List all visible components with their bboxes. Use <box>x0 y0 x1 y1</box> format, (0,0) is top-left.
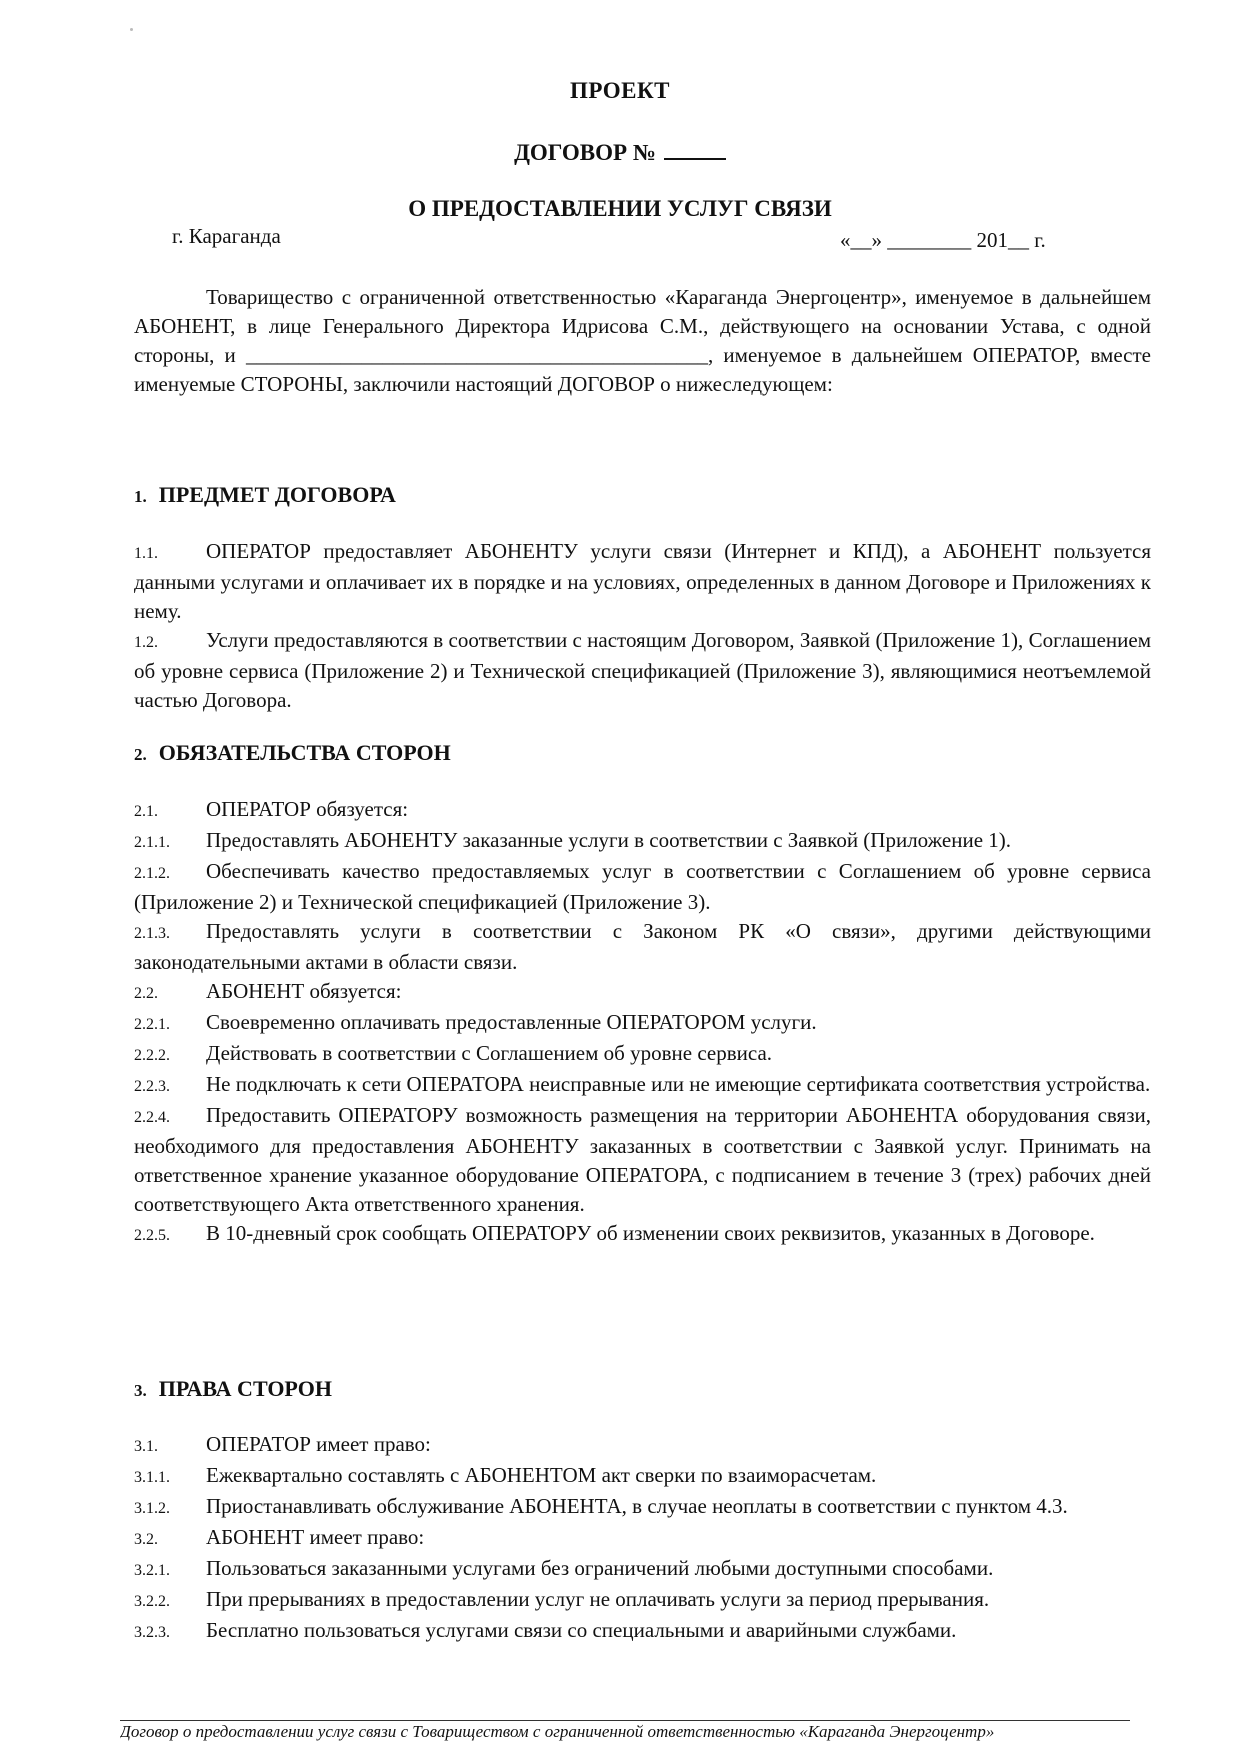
clause-1-2 <box>134 626 1151 715</box>
clause-number: 3.2.1. <box>134 1562 170 1579</box>
preamble-text: Товарищество с ограниченной ответственностью «Караганда Энергоцентр», именуемое в дальнейшем АБОНЕНТ, в лице Генерального Директора Идрисова С.М., действующего на основании Устава, с одной стороны, и ____________________________________________, именуемое в дальнейшем ОПЕРАТОР, вместе именуемые СТОРОНЫ, заключили настоящий ДОГОВОР о нижеследующем: <box>134 285 1151 396</box>
clause-3-1-2 <box>134 1492 1151 1523</box>
clause-2-1-1 <box>134 826 1151 857</box>
clause-1-1 <box>134 537 1151 626</box>
page-footer: Договор о предоставлении услуг связи с Товариществом с ограниченной ответственностью «Караганда Энергоцентр» <box>120 1722 995 1741</box>
clause-number: 1.1. <box>134 545 158 562</box>
preamble <box>134 283 1151 399</box>
clause-3-2 <box>134 1523 1151 1554</box>
section-1-title: ПРЕДМЕТ ДОГОВОРА <box>158 482 396 507</box>
clause-2-1-2 <box>134 857 1151 917</box>
clause-2-2-1 <box>134 1008 1151 1039</box>
contract-title <box>0 140 1240 166</box>
clause-2-1-3 <box>134 917 1151 977</box>
clause-number: 3.1. <box>134 1438 158 1455</box>
clause-text: Бесплатно пользоваться услугами связи со специальными и аварийными службами. <box>206 1618 957 1642</box>
clause-number: 3.2.2. <box>134 1593 170 1610</box>
clause-3-2-3 <box>134 1616 1151 1647</box>
clause-number: 2.1.2. <box>134 865 170 882</box>
clause-3-2-2 <box>134 1585 1151 1616</box>
clause-number: 2.2.1. <box>134 1016 170 1033</box>
clause-text: Не подключать к сети ОПЕРАТОРА неисправные или не имеющие сертификата соответствия устройства. <box>206 1072 1151 1096</box>
clause-text: Приостанавливать обслуживание АБОНЕНТА, в случае неоплаты в соответствии с пунктом 4.3. <box>206 1494 1068 1518</box>
city: г. Караганда <box>172 224 281 248</box>
clause-text: АБОНЕНТ имеет право: <box>206 1525 425 1549</box>
clause-2-1 <box>134 795 1151 826</box>
clause-text: Обеспечивать качество предоставляемых услуг в соответствии с Соглашением об уровне сервиса (Приложение 2) и Технической спецификацией (Приложение 3). <box>134 859 1151 914</box>
clause-number: 2.2. <box>134 985 158 1002</box>
clause-number: 3.1.2. <box>134 1500 170 1517</box>
contract-date: «__» ________ 201__ г. <box>840 228 1046 252</box>
clause-number: 3.1.1. <box>134 1469 170 1486</box>
clause-number: 3.2. <box>134 1531 158 1548</box>
clause-text: Предоставлять АБОНЕНТУ заказанные услуги в соответствии с Заявкой (Приложение 1). <box>206 828 1012 852</box>
clause-text: Ежеквартально составлять с АБОНЕНТОМ акт сверки по взаиморасчетам. <box>206 1463 877 1487</box>
clause-text: Пользоваться заказанными услугами без ограничений любыми доступными способами. <box>206 1556 994 1580</box>
clause-text: ОПЕРАТОР предоставляет АБОНЕНТУ услуги связи (Интернет и КПД), а АБОНЕНТ пользуется данными услугами и оплачивает их в порядке и на условиях, определенных в данном Договоре и Приложениях к нему. <box>134 539 1151 623</box>
scan-speck <box>130 28 133 31</box>
clause-number: 2.1. <box>134 803 158 820</box>
footer-divider <box>120 1720 1130 1721</box>
clause-text: Предоставлять услуги в соответствии с Законом РК «О связи», другими действующими законодательными актами в области связи. <box>134 919 1151 974</box>
section-2-number: 2. <box>134 745 147 764</box>
project-label: ПРОЕКТ <box>569 78 671 103</box>
clause-number: 2.1.3. <box>134 925 170 942</box>
clause-2-2-4 <box>134 1101 1151 1219</box>
section-3-items <box>134 1430 1151 1647</box>
section-3-heading <box>134 1376 332 1402</box>
section-1-heading <box>134 482 396 508</box>
section-1-number: 1. <box>134 487 147 506</box>
section-2-heading <box>134 740 451 766</box>
clause-text: Услуги предоставляются в соответствии с настоящим Договором, Заявкой (Приложение 1), Соглашением об уровне сервиса (Приложение 2) и Технической спецификацией (Приложение 3), являющимися неотъемлемой частью Договора. <box>134 628 1151 712</box>
clause-2-2-2 <box>134 1039 1151 1070</box>
section-2-title: ОБЯЗАТЕЛЬСТВА СТОРОН <box>158 740 451 765</box>
contract-title-text: ДОГОВОР № <box>514 140 656 165</box>
clause-number: 2.2.3. <box>134 1078 170 1095</box>
clause-text: ОПЕРАТОР имеет право: <box>206 1432 431 1456</box>
section-3-number: 3. <box>134 1381 147 1400</box>
clause-text: Действовать в соответствии с Соглашением об уровне сервиса. <box>206 1041 773 1065</box>
clause-text: ОПЕРАТОР обязуется: <box>206 797 409 821</box>
clause-3-1 <box>134 1430 1151 1461</box>
clause-2-2 <box>134 977 1151 1008</box>
clause-text: АБОНЕНТ обязуется: <box>206 979 402 1003</box>
clause-3-2-1 <box>134 1554 1151 1585</box>
contract-subject-title: О ПРЕДОСТАВЛЕНИИ УСЛУГ СВЯЗИ <box>408 196 832 221</box>
section-1-items <box>134 537 1151 715</box>
section-3-title: ПРАВА СТОРОН <box>158 1376 332 1401</box>
clause-number: 2.2.4. <box>134 1109 170 1126</box>
clause-number: 2.2.5. <box>134 1227 170 1244</box>
clause-text: При прерываниях в предоставлении услуг не оплачивать услуги за период прерывания. <box>206 1587 990 1611</box>
clause-3-1-1 <box>134 1461 1151 1492</box>
clause-number: 1.2. <box>134 634 158 651</box>
clause-text: В 10-дневный срок сообщать ОПЕРАТОРУ об изменении своих реквизитов, указанных в Договоре. <box>206 1221 1095 1245</box>
clause-text: Предоставить ОПЕРАТОРУ возможность размещения на территории АБОНЕНТА оборудования связи, необходимого для предоставления АБОНЕНТУ заказанных в соответствии с Заявкой услуг. Принимать на ответственное хранение указанное оборудование ОПЕРАТОРА, с подписанием в течение 3 (трех) рабочих дней соответствующего Акта ответственного хранения. <box>134 1103 1151 1216</box>
clause-text: Своевременно оплачивать предоставленные ОПЕРАТОРОМ услуги. <box>206 1010 817 1034</box>
clause-2-2-3 <box>134 1070 1151 1101</box>
clause-number: 2.1.1. <box>134 834 170 851</box>
clause-number: 3.2.3. <box>134 1624 170 1641</box>
clause-2-2-5 <box>134 1219 1151 1250</box>
contract-number-blank <box>664 140 726 160</box>
clause-number: 2.2.2. <box>134 1047 170 1064</box>
section-2-items <box>134 795 1151 1250</box>
